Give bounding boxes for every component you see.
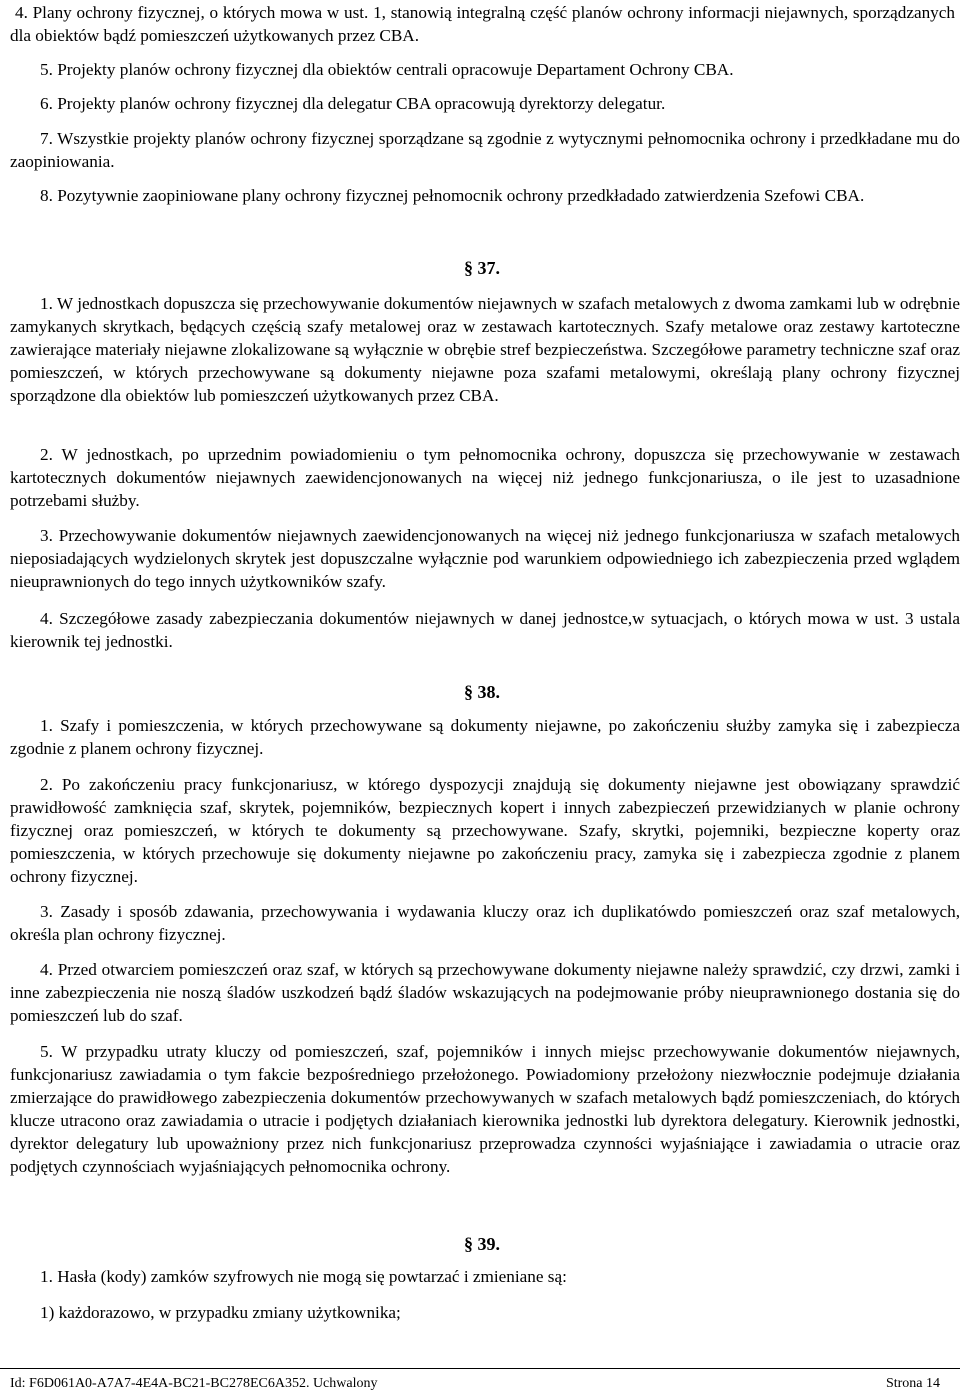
paragraph-8: 8. Pozytywnie zaopiniowane plany ochrony fizycznej pełnomocnik ochrony przedkładado zatwierdzenia Szefowi CBA. — [40, 186, 865, 205]
s38-paragraph-3: 3. Zasady i sposób zdawania, przechowywania i wydawania kluczy oraz ich duplikatówdo pomieszczeń oraz szaf metalowych, określa plan ochrony fizycznej. — [10, 902, 960, 944]
s37-paragraph-3: 3. Przechowywanie dokumentów niejawnych zaewidencjonowanych na więcej niż jednego funkcjonariusza w szafach metalowych nieposiadających wydzielonych skrytek jest dopuszczalne wyłącznie pod warunkiem odpowiedniego ich zabezpieczenia przed wglądem nieuprawnionych do tego innych użytkowników szafy. — [10, 526, 960, 591]
s39-list-item-1: 1) każdorazowo, w przypadku zmiany użytkownika; — [40, 1303, 401, 1322]
s37-paragraph-1: 1. W jednostkach dopuszcza się przechowywanie dokumentów niejawnych w szafach metalowych z dwoma zamkami lub w odrębnie zamykanych skrytkach, będących częścią szafy metalowej oraz w zestawach kartotecznych. Szafy metalowe oraz zestawy kartoteczne zawierające materiały niejawne zlokalizowane są wyłącznie w obrębie stref bezpieczeństwa. Szczegółowe parametry techniczne szaf oraz pomieszczeń, w których przechowywane są dokumenty niejawne poza szafami metalowymi, określają plany ochrony fizycznej sporządzone dla obiektów lub pomieszczeń użytkowanych przez CBA. — [10, 294, 960, 405]
s38-paragraph-4: 4. Przed otwarciem pomieszczeń oraz szaf, w których są przechowywane dokumenty niejawne należy sprawdzić, czy drzwi, zamki i inne zabezpieczenia nie noszą śladów uszkodzeń bądź śladów wskazujących na podejmowanie próby nieuprawnionego dostania się do pomieszczeń lub do szaf. — [10, 960, 960, 1025]
s39-paragraph-1: 1. Hasła (kody) zamków szyfrowych nie mogą się powtarzać i zmieniane są: — [40, 1267, 567, 1286]
s38-paragraph-5: 5. W przypadku utraty kluczy od pomieszczeń, szaf, pojemników i innych miejsc przechowywanie dokumentów niejawnych, funkcjonariusz zawiadamia o tym fakcie bezpośredniego przełożonego. Powiadomiony przełożony niezwłocznie podejmuje działania zmierzające do prawidłowego zabezpieczenia dokumentów przechowywanych w szafach metalowych bądź pomieszczeniach, do których klucze utracono oraz zawiadamia o utracie i podjętych działaniach kierownika jednostki lub dyrektora delegatury. Kierownik jednostki, dyrektor delegatury lub upoważniony przez nich funkcjonariusz przeprowadza czynności wyjaśniające i zawiadamia o utracie oraz podjętych czynnościach wyjaśniających pełnomocnika ochrony. — [10, 1042, 960, 1176]
section-heading-38: § 38. — [464, 682, 500, 702]
s37-paragraph-2: 2. W jednostkach, po uprzednim powiadomieniu o tym pełnomocnika ochrony, dopuszcza się przechowywanie w zestawach kartotecznych dokumentów niejawnych zaewidencjonowanych na więcej niż jednego funkcjonariusza, o ile jest to uzasadnione potrzebami służby. — [10, 445, 960, 510]
section-heading-37: § 37. — [464, 258, 500, 278]
s38-paragraph-1: 1. Szafy i pomieszczenia, w których przechowywane są dokumenty niejawne, po zakończeniu służby zamyka się i zabezpiecza zgodnie z planem ochrony fizycznej. — [10, 716, 960, 758]
paragraph-5: 5. Projekty planów ochrony fizycznej dla obiektów centrali opracowuje Departament Ochrony CBA. — [40, 60, 734, 79]
document-id: Id: F6D061A0-A7A7-4E4A-BC21-BC278EC6A352. Uchwalony — [10, 1376, 378, 1391]
footer-divider — [0, 1368, 960, 1369]
paragraph-4: 4. Plany ochrony fizycznej, o których mowa w ust. 1, stanowią integralną część planów ochrony informacji niejawnych, sporządzanych dla obiektów bądź pomieszczeń użytkowanych przez CBA. — [10, 3, 955, 45]
section-heading-39: § 39. — [464, 1234, 500, 1254]
page-number: Strona 14 — [885, 1376, 940, 1391]
s37-paragraph-4: 4. Szczegółowe zasady zabezpieczania dokumentów niejawnych w danej jednostce,w sytuacjach, o których mowa w ust. 3 ustala kierownik tej jednostki. — [10, 609, 960, 651]
page-footer — [10, 1375, 940, 1393]
paragraph-6: 6. Projekty planów ochrony fizycznej dla delegatur CBA opracowują dyrektorzy delegatur. — [40, 94, 666, 113]
s38-paragraph-2: 2. Po zakończeniu pracy funkcjonariusz, w którego dyspozycji znajdują się dokumenty niejawne jest obowiązany sprawdzić prawidłowość zamknięcia szaf, skrytek, pojemników, bezpiecznych kopert i innych zabezpieczeń przewidzianych w planie ochrony fizycznej oraz pomieszczeń, w których te dokumenty są przechowywane. Szafy, skrytki, pojemniki, bezpieczne koperty oraz pomieszczenia, w których przechowuje się dokumenty niejawne po zakończeniu pracy, zamyka się i zabezpiecza zgodnie z planem ochrony fizycznej. — [10, 775, 960, 886]
paragraph-7: 7. Wszystkie projekty planów ochrony fizycznej sporządzane są zgodnie z wytycznymi pełnomocnika ochrony i przedkładane mu do zaopiniowania. — [10, 129, 960, 171]
